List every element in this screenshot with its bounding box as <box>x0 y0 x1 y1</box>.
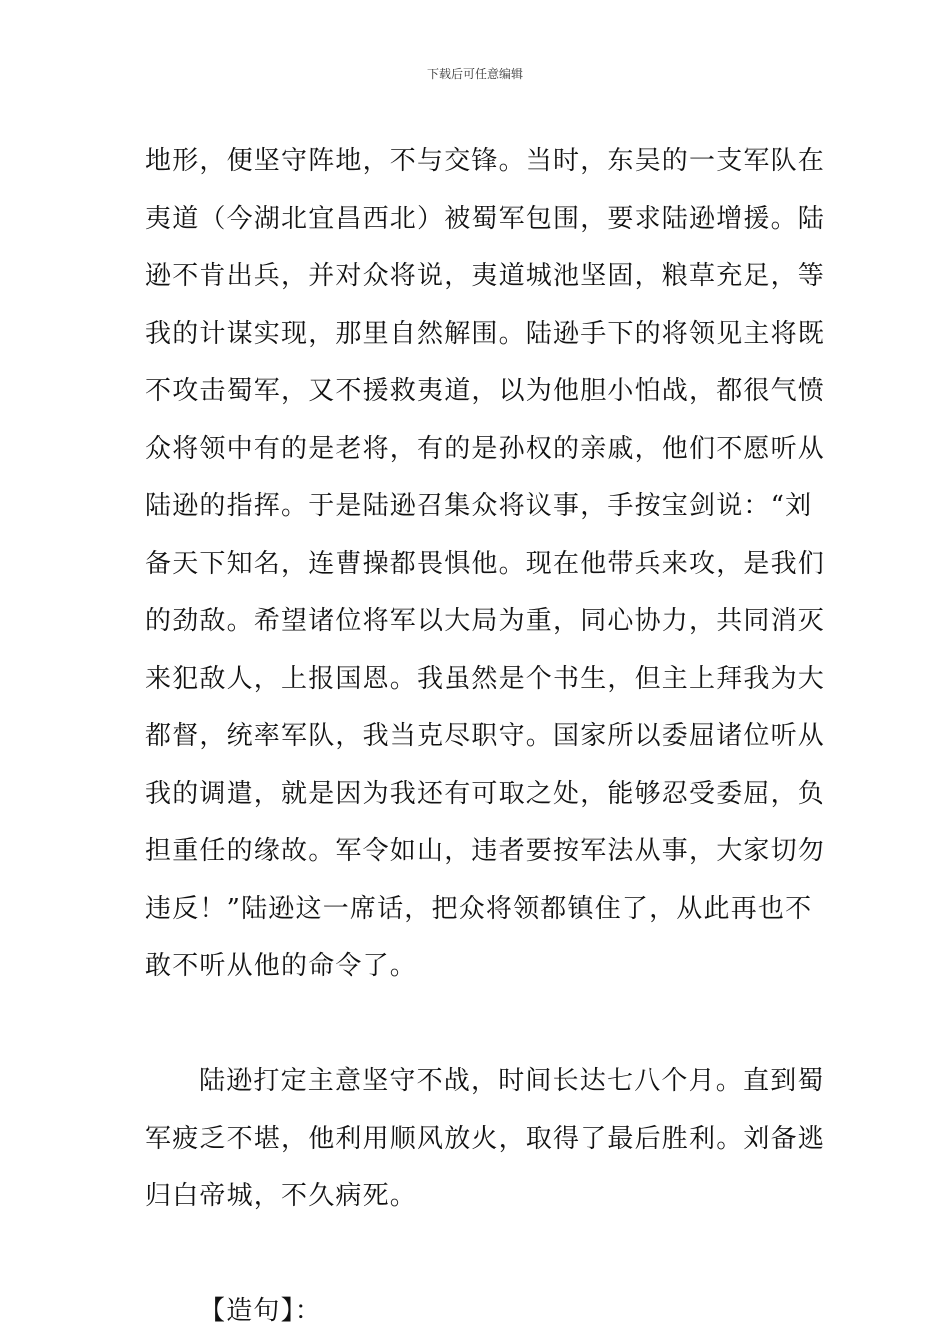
text-line: 担重任的缘故。军令如山，违者要按军法从事，大家切勿 <box>145 836 826 866</box>
text-line: 我的调遣，就是因为我还有可取之处，能够忍受委屈，负 <box>145 778 826 809</box>
text-line: 逊不肯出兵，并对众将说，夷道城池坚固，粮草充足，等 <box>145 261 826 291</box>
paragraph-gap <box>145 1226 810 1284</box>
paragraph-story <box>145 133 826 996</box>
text-line: 地形，便坚守阵地，不与交锋。当时，东吴的一支军队在 <box>145 146 826 176</box>
text-line: 陆逊的指挥。于是陆逊召集众将议事，手按宝剑说：“刘 <box>145 491 813 521</box>
paragraph-ending <box>145 1053 826 1226</box>
text-line: 备天下知名，连曹操都畏惧他。现在他带兵来攻，是我们 <box>145 548 826 579</box>
text-line: 不攻击蜀军，又不援救夷道，以为他胆小怕战，都很气愤 <box>145 376 826 406</box>
text-line: 都督，统率军队，我当克尽职守。国家所以委屈诸位听从 <box>145 721 826 751</box>
text-line: 归白帝城，不久病死。 <box>145 1181 418 1211</box>
page-header: 下载后可任意编辑 <box>426 67 523 81</box>
text-line: 夷道（今湖北宜昌西北）被蜀军包围，要求陆逊增援。陆 <box>145 203 826 234</box>
text-line: 敢不听从他的命令了。 <box>145 951 418 981</box>
text-line: 来犯敌人，上报国恩。我虽然是个书生，但主上拜我为大 <box>145 663 826 694</box>
text-line: 陆逊打定主意坚守不战，时间长达七八个月。直到蜀 <box>199 1066 825 1096</box>
paragraph-sentence-heading <box>145 1283 810 1341</box>
text-line: 军疲乏不堪，他利用顺风放火，取得了最后胜利。刘备逃 <box>145 1123 826 1154</box>
text-line: 众将领中有的是老将，有的是孙权的亲戚，他们不愿听从 <box>145 433 826 464</box>
text-line: 违反！”陆逊这一席话，把众将领都镇住了，从此再也不 <box>145 893 813 924</box>
paragraph-gap <box>145 996 810 1054</box>
section-heading: 【造句】： <box>199 1296 323 1326</box>
body-text <box>145 133 826 1341</box>
text-line: 我的计谋实现，那里自然解围。陆逊手下的将领见主将既 <box>145 318 826 349</box>
text-line: 的劲敌。希望诸位将军以大局为重，同心协力，共同消灭 <box>145 606 826 636</box>
